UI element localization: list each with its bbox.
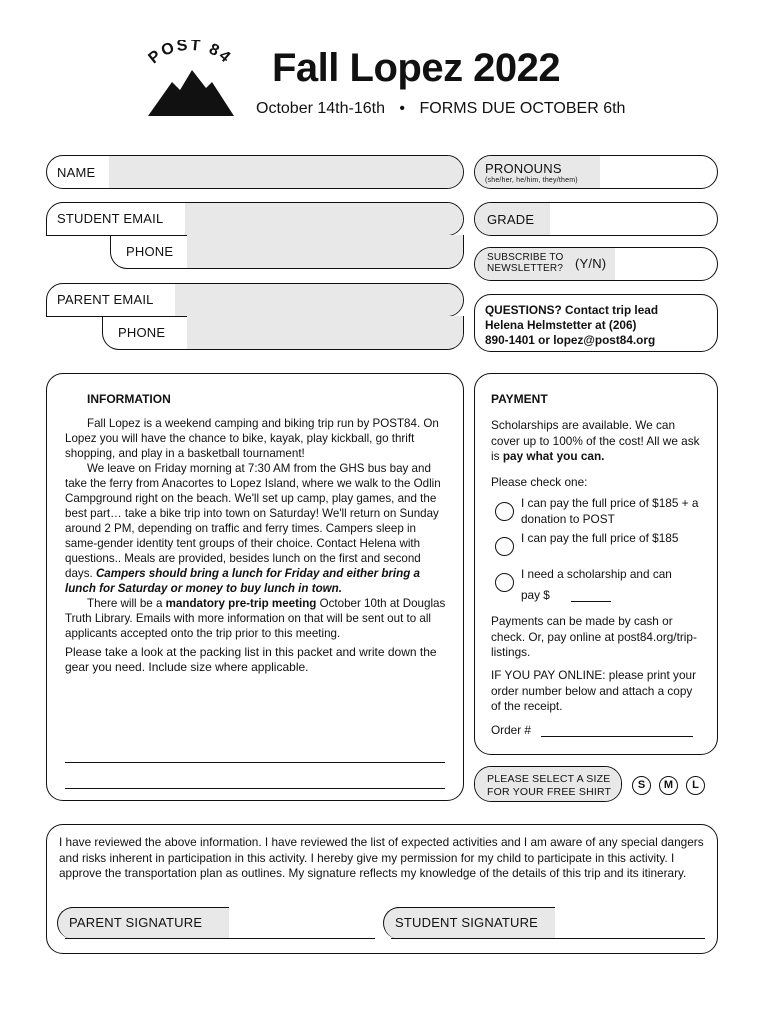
parent-sig-top-line xyxy=(71,907,229,908)
name-field[interactable] xyxy=(46,155,464,189)
option-radio-2[interactable] xyxy=(495,537,514,556)
waiver-text: I have reviewed the above information. I have reviewed the list of expected activities and I am aware of any special dangers and risks inherent in participation in this activity. I hereby give my permission for my child to participate in this activity. I approve the transportation plan as outlines. My signature reflects my knowledge of the details of this trip and its itinerary. xyxy=(59,835,704,880)
shirt-label-line2: FOR YOUR FREE SHIRT xyxy=(487,786,612,798)
page-title: Fall Lopez 2022 xyxy=(272,46,561,90)
parent-signature-field[interactable] xyxy=(57,907,375,939)
size-m-option[interactable]: M xyxy=(659,776,678,795)
information-heading: INFORMATION xyxy=(87,392,171,406)
name-input-area[interactable] xyxy=(109,156,464,189)
student-email-label: STUDENT EMAIL xyxy=(57,211,164,226)
info-p2-text: We leave on Friday morning at 7:30 AM from the GHS bus bay and take the ferry from Anacortes to Lopez Island, where we walk to the Odlin Campground right on the beach. We'll set up camp, play games, and the best part… take a bike trip into town on Saturday! We'll return on Sunday around 2 PM, depending on traffic and ferry times. Campers sleep in same-gender identity tent groups of their choice. Contact Helena with questions.. Meals are provided, besides lunch on the first and second days. xyxy=(65,462,441,580)
size-l-option[interactable]: L xyxy=(686,776,705,795)
shirt-label-line1: PLEASE SELECT A SIZE xyxy=(487,773,611,785)
info-paragraph-3 xyxy=(65,596,447,641)
student-email-field[interactable] xyxy=(46,202,464,236)
payment-box xyxy=(474,373,718,755)
option-radio-1[interactable] xyxy=(495,502,514,521)
bullet-separator: • xyxy=(399,100,406,117)
pay-amount-line[interactable] xyxy=(571,601,611,602)
name-label: NAME xyxy=(57,165,96,180)
parent-email-field[interactable] xyxy=(46,283,464,317)
option-radio-3[interactable] xyxy=(495,573,514,592)
student-phone-label: PHONE xyxy=(126,244,174,259)
info-paragraph-4: Please take a look at the packing list in this packet and write down the gear you need. Include size where applicable. xyxy=(65,645,437,674)
grade-label: GRADE xyxy=(487,212,535,227)
shirt-size-field xyxy=(474,766,622,802)
payment-intro xyxy=(491,418,701,465)
parent-signature-label: PARENT SIGNATURE xyxy=(69,915,203,930)
option-label-1: I can pay the full price of $185 + a donation to POST xyxy=(521,496,699,526)
info-paragraph-2 xyxy=(65,461,447,596)
parent-phone-input-area[interactable] xyxy=(187,316,464,349)
subscribe-yn: (Y/N) xyxy=(575,256,607,271)
gear-line-2[interactable] xyxy=(65,788,445,789)
pay-amount-label: pay $ xyxy=(521,588,550,602)
payment-intro-text: Scholarships are available. We can cover up to 100% of the cost! All we ask is xyxy=(491,418,700,463)
student-email-input-area[interactable] xyxy=(185,203,464,236)
student-phone-input-area[interactable] xyxy=(187,235,464,268)
questions-box xyxy=(474,294,718,352)
info-paragraph-1: Fall Lopez is a weekend camping and biking trip run by POST84. On Lopez you will have the chance to bike, kayak, play kickball, go thrift shopping, and play in a basketball tournament! xyxy=(65,417,439,460)
pronouns-hint: (she/her, he/him, they/them) xyxy=(485,177,578,184)
order-number-label: Order # xyxy=(491,723,531,737)
info-p2-bold: Campers should bring a lunch for Friday and either bring a lunch for Saturday or money to buy lunch in town. xyxy=(65,567,420,595)
order-number-line[interactable] xyxy=(541,736,693,737)
svg-text:POST 84 xyxy=(145,40,234,67)
online-instructions: IF YOU PAY ONLINE: please print your order number below and attach a copy of the receipt. xyxy=(491,668,696,713)
logo-text: POST 84 xyxy=(145,40,235,68)
info-p3-text-a: There will be a xyxy=(87,597,166,610)
pronouns-field[interactable] xyxy=(474,155,718,189)
waiver-box xyxy=(46,824,718,954)
payment-intro-bold: pay what you can. xyxy=(502,449,605,463)
parent-phone-label: PHONE xyxy=(118,325,166,340)
trip-dates xyxy=(256,100,625,118)
gear-line-1[interactable] xyxy=(65,762,445,763)
grade-field[interactable] xyxy=(474,202,718,236)
parent-signature-line[interactable] xyxy=(65,938,375,939)
parent-phone-field[interactable] xyxy=(102,316,464,350)
questions-line3: 890-1401 or lopez@post84.org xyxy=(485,333,656,347)
subscribe-field[interactable] xyxy=(474,247,718,281)
forms-due-text: FORMS DUE OCTOBER 6th xyxy=(419,100,626,117)
information-body xyxy=(65,416,447,675)
info-p3-text-b: October 10th at Douglas Truth Library. Emails with more information on that will be sent out to all applicants accepted onto the trip prior to this meeting. xyxy=(65,597,446,640)
payment-methods: Payments can be made by cash or check. Or, pay online at post84.org/trip-listings. xyxy=(491,614,697,659)
option-label-2: I can pay the full price of $185 xyxy=(521,531,679,545)
questions-line1: QUESTIONS? Contact trip lead xyxy=(485,303,659,317)
option-label-3: I need a scholarship and can xyxy=(521,567,672,581)
pronouns-label: PRONOUNS xyxy=(485,161,562,176)
information-box xyxy=(46,373,464,801)
questions-line2: Helena Helmstetter at (206) xyxy=(485,318,637,332)
post84-logo xyxy=(140,40,240,120)
parent-email-label: PARENT EMAIL xyxy=(57,292,154,307)
student-signature-field[interactable] xyxy=(383,907,705,939)
student-signature-line[interactable] xyxy=(391,938,705,939)
check-one-label: Please check one: xyxy=(491,474,588,489)
parent-email-input-area[interactable] xyxy=(175,284,464,317)
subscribe-label-line2: NEWSLETTER? xyxy=(487,263,564,274)
info-p3-bold: mandatory pre-trip meeting xyxy=(165,597,317,610)
payment-heading: PAYMENT xyxy=(491,392,548,406)
subscribe-label-line1: SUBSCRIBE TO xyxy=(487,252,564,263)
student-sig-top-line xyxy=(397,907,555,908)
student-signature-label: STUDENT SIGNATURE xyxy=(395,915,539,930)
size-s-option[interactable]: S xyxy=(632,776,651,795)
student-phone-field[interactable] xyxy=(110,235,464,269)
dates-text: October 14th-16th xyxy=(256,100,385,117)
